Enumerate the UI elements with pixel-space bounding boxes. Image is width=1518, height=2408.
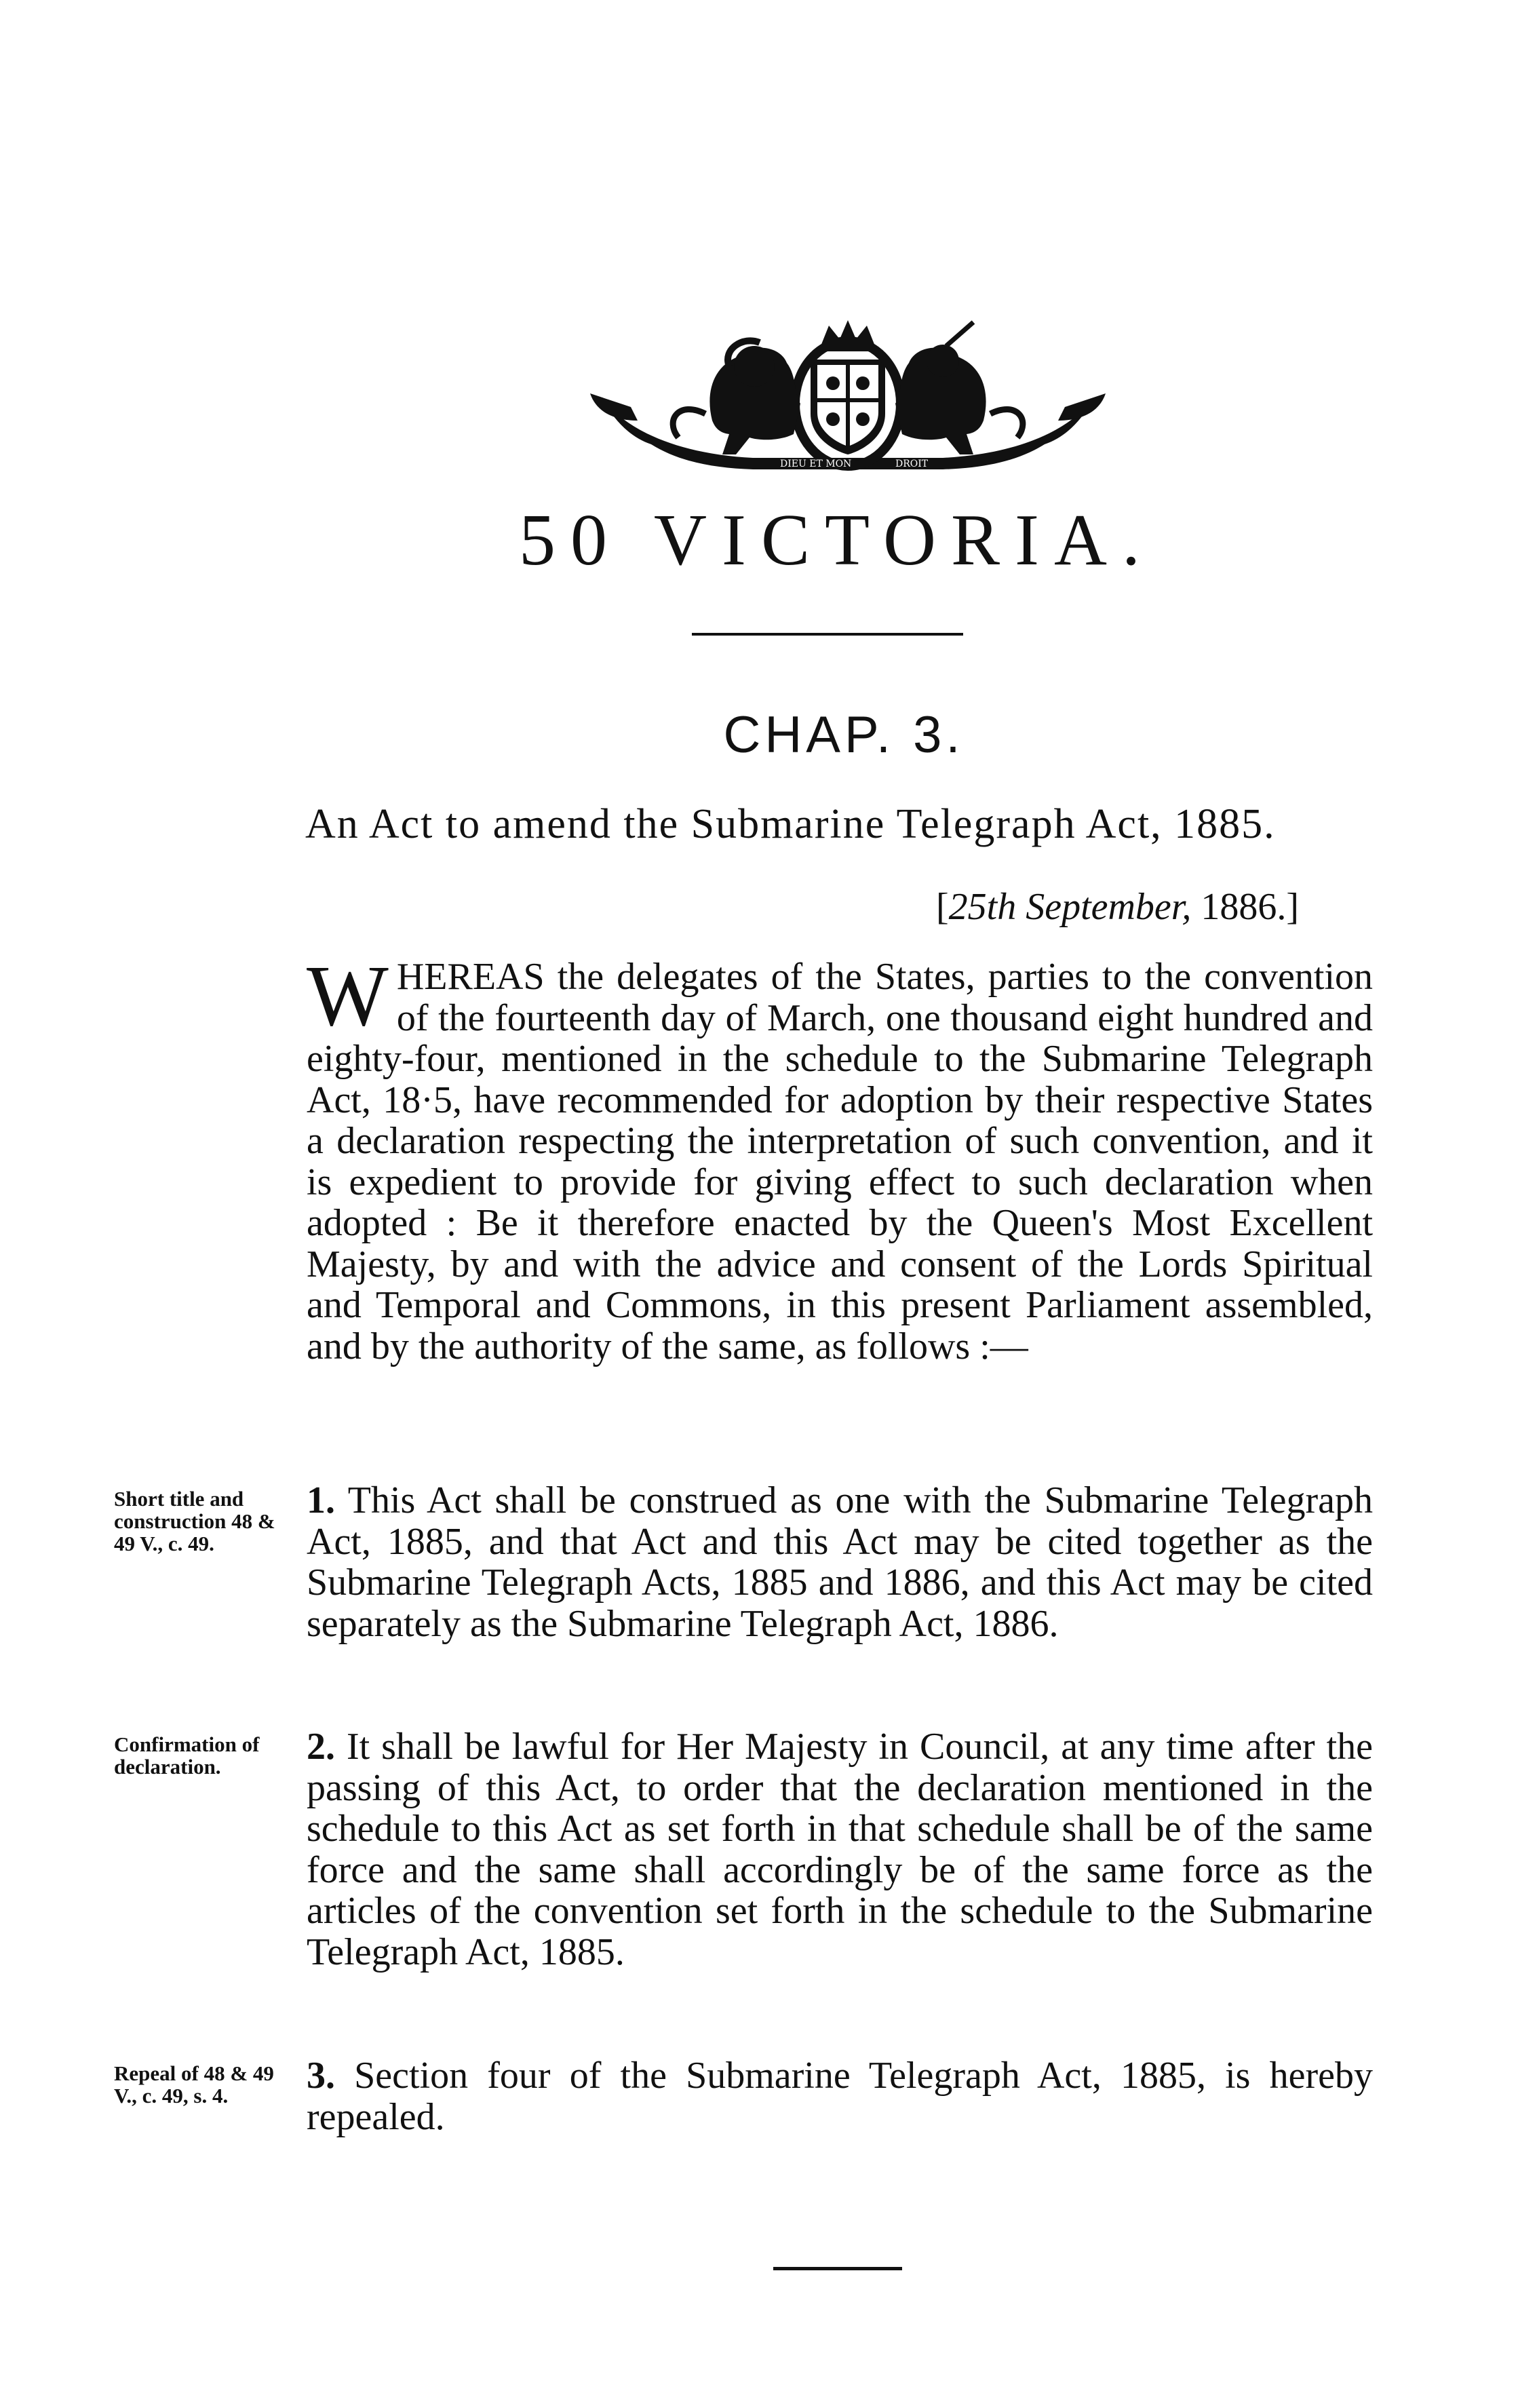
section-text: It shall be lawful for Her Majesty in Council, at any time after the passing of this Act, to order that the declaration mentioned in the schedule to this Act as set forth in that schedule shall be of the same force and the same shall accordingly be of the same force as the articles of the convention set forth in the schedule to the Submarine Telegraph Act, 1885. (307, 1726, 1373, 1973)
preamble-text: HEREAS the delegates of the States, parties to the convention of the fourteenth day of March, one thousand eight hundred and eighty-four, mentioned in the schedule to the Submarine Telegraph Act, 18·5, have recommended for adoption by their respective States a declaration respecting the interpretation of such convention, and it is expedient to provide for giving effect to such declaration when adopted : Be it therefore enacted by the Queen's Most Excellent Majesty, by and with the advice and consent of the Lords Spiritual and Temporal and Commons, in this present Parliament assembled, and by the authority of the same, as follows :— (307, 956, 1373, 1367)
margin-note-section-2: Confirmation of declaration. (114, 1732, 260, 1779)
section-1 (307, 1480, 1373, 1644)
margin-note-section-3: Repeal of 48 & 49 V., c. 49, s. 4. (114, 2061, 274, 2108)
section-3 (307, 2055, 1373, 2137)
section-text: Section four of the Submarine Telegraph Act, 1885, is hereby repealed. (307, 2055, 1373, 2138)
section-2 (307, 1726, 1373, 1973)
crest-motto-left: DIEU ET MON (780, 459, 852, 469)
section-number: 2. (307, 1726, 335, 1768)
end-rule (773, 2267, 902, 2270)
section-number: 1. (307, 1479, 335, 1521)
assent-date (936, 885, 1397, 929)
act-long-title: An Act to amend the Submarine Telegraph Act, 1885. (305, 801, 1276, 847)
date-open-bracket: [ (936, 886, 949, 928)
margin-note-section-1: Short title and construction 48 & 49 V., c. 49. (114, 1487, 275, 1555)
section-text: This Act shall be construed as one with the Submarine Telegraph Act, 1885, and that Act and this Act may be cited together as the Submarine Telegraph Acts, 1885 and 1886, and this Act may be cited separately as the Submarine Telegraph Act, 1886. (307, 1479, 1373, 1645)
preamble (307, 948, 1373, 1367)
drop-cap-initial: W (307, 948, 389, 1044)
date-year: 1886.] (1191, 886, 1300, 928)
royal-coat-of-arms-icon (577, 319, 1119, 482)
regnal-year-heading: 50 VICTORIA. (518, 500, 1156, 581)
chapter-heading: CHAP. 3. (723, 706, 965, 764)
divider-rule (692, 633, 963, 636)
date-day-month: 25th September, (948, 886, 1192, 928)
section-number: 3. (307, 2055, 335, 2097)
crest-motto-right: DROIT (895, 459, 929, 469)
